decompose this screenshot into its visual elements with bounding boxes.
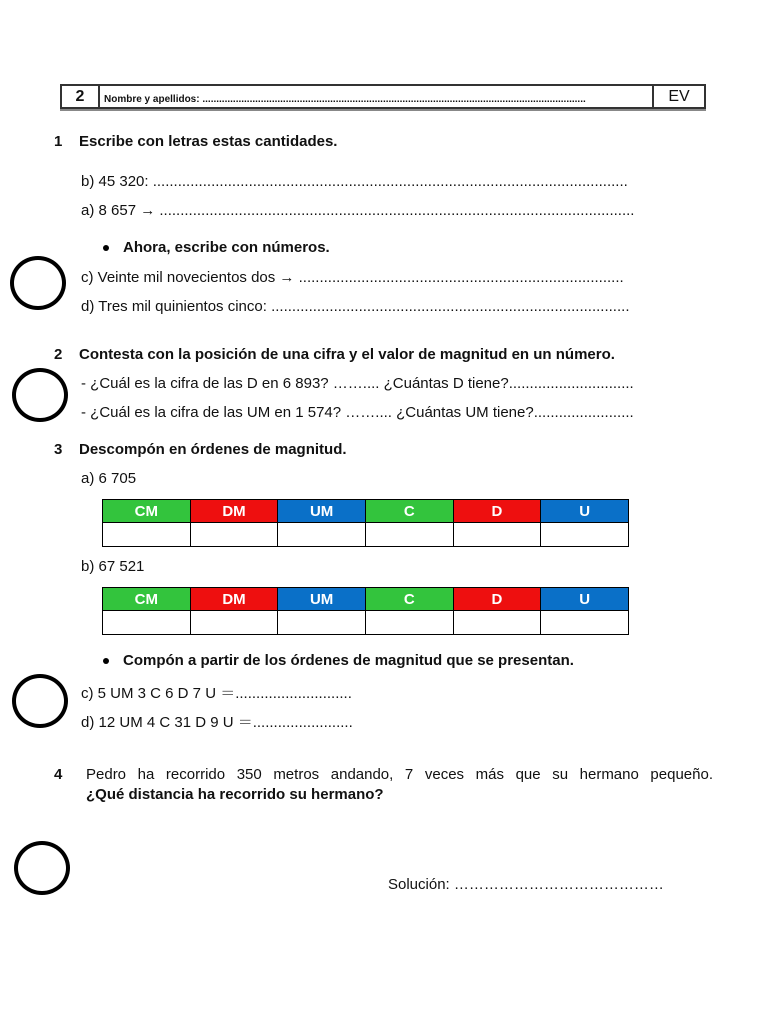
q1-item-d[interactable]: d) Tres mil quinientos cinco: ...................................................................................... (81, 298, 630, 315)
cell-dm[interactable] (190, 523, 278, 547)
header-d: D (453, 500, 541, 523)
q2-title: Contesta con la posición de una cifra y el valor de magnitud en un número. (79, 346, 615, 363)
magnitude-table-b (102, 587, 629, 635)
cell-d[interactable] (453, 523, 541, 547)
score-circle-1 (10, 256, 66, 310)
student-header (60, 84, 706, 109)
cell-cm[interactable] (103, 523, 191, 547)
cell-cm[interactable] (103, 611, 191, 635)
cell-um[interactable] (278, 523, 366, 547)
q1-item-c[interactable]: c) Veinte mil novecientos dos → .............................................................................. (81, 269, 624, 286)
score-circle-4 (14, 841, 70, 895)
q4-number: 4 (54, 766, 63, 783)
cell-d[interactable] (453, 611, 541, 635)
cell-c[interactable] (365, 523, 453, 547)
q2-item-2[interactable]: - ¿Cuál es la cifra de las UM en 1 574? …….... ¿Cuántas UM tiene?........................ (81, 404, 634, 421)
header-dm: DM (190, 588, 278, 611)
q3-item-a: a) 6 705 (81, 470, 137, 487)
header-c: C (365, 500, 453, 523)
magnitude-table-a (102, 499, 629, 547)
bullet-icon (103, 245, 109, 251)
cell-um[interactable] (278, 611, 366, 635)
q4-text: Pedro ha recorrido 350 metros andando, 7 veces más que su hermano pequeño. (86, 766, 713, 783)
header-um: UM (278, 588, 366, 611)
evaluation-code: EV (668, 87, 690, 105)
q1-title: Escribe con letras estas cantidades. (79, 133, 338, 150)
q1-number: 1 (54, 133, 63, 150)
header-u: U (541, 588, 629, 611)
header-u: U (541, 500, 629, 523)
worksheet-number: 2 (62, 86, 100, 107)
q3-bullet (103, 652, 574, 669)
cell-c[interactable] (365, 611, 453, 635)
q3-item-c[interactable]: c) 5 UM 3 C 6 D 7 U ＝............................ (81, 685, 352, 702)
header-dm: DM (190, 500, 278, 523)
q3-title: Descompón en órdenes de magnitud. (79, 441, 347, 458)
q3-number: 3 (54, 441, 63, 458)
q4-question: ¿Qué distancia ha recorrido su hermano? (86, 786, 384, 803)
q3-item-d[interactable]: d) 12 UM 4 C 31 D 9 U ＝........................ (81, 714, 353, 731)
cell-u[interactable] (541, 523, 629, 547)
bullet-icon (103, 658, 109, 664)
header-cm: CM (103, 588, 191, 611)
q1-bullet (103, 239, 330, 256)
q3-bullet-text: Compón a partir de los órdenes de magnitud que se presentan. (123, 652, 574, 669)
score-circle-3 (12, 674, 68, 728)
q1-item-b[interactable]: b) 45 320: .................................................................................................................. (81, 173, 628, 190)
header-c: C (365, 588, 453, 611)
q1-item-a[interactable]: a) 8 657 → .................................................................................................................. (81, 202, 635, 219)
cell-u[interactable] (541, 611, 629, 635)
q1-bullet-text: Ahora, escribe con números. (123, 239, 330, 256)
q3-item-b: b) 67 521 (81, 558, 145, 575)
score-circle-2 (12, 368, 68, 422)
cell-dm[interactable] (190, 611, 278, 635)
name-field[interactable]: Nombre y apellidos: .......................................................................................................................................... (100, 86, 654, 107)
q2-item-1[interactable]: - ¿Cuál es la cifra de las D en 6 893? …….... ¿Cuántas D tiene?.............................. (81, 375, 634, 392)
header-um: UM (278, 500, 366, 523)
header-d: D (453, 588, 541, 611)
q4-solution[interactable]: Solución: …………………………………… (388, 876, 664, 893)
header-cm: CM (103, 500, 191, 523)
q2-number: 2 (54, 346, 63, 363)
